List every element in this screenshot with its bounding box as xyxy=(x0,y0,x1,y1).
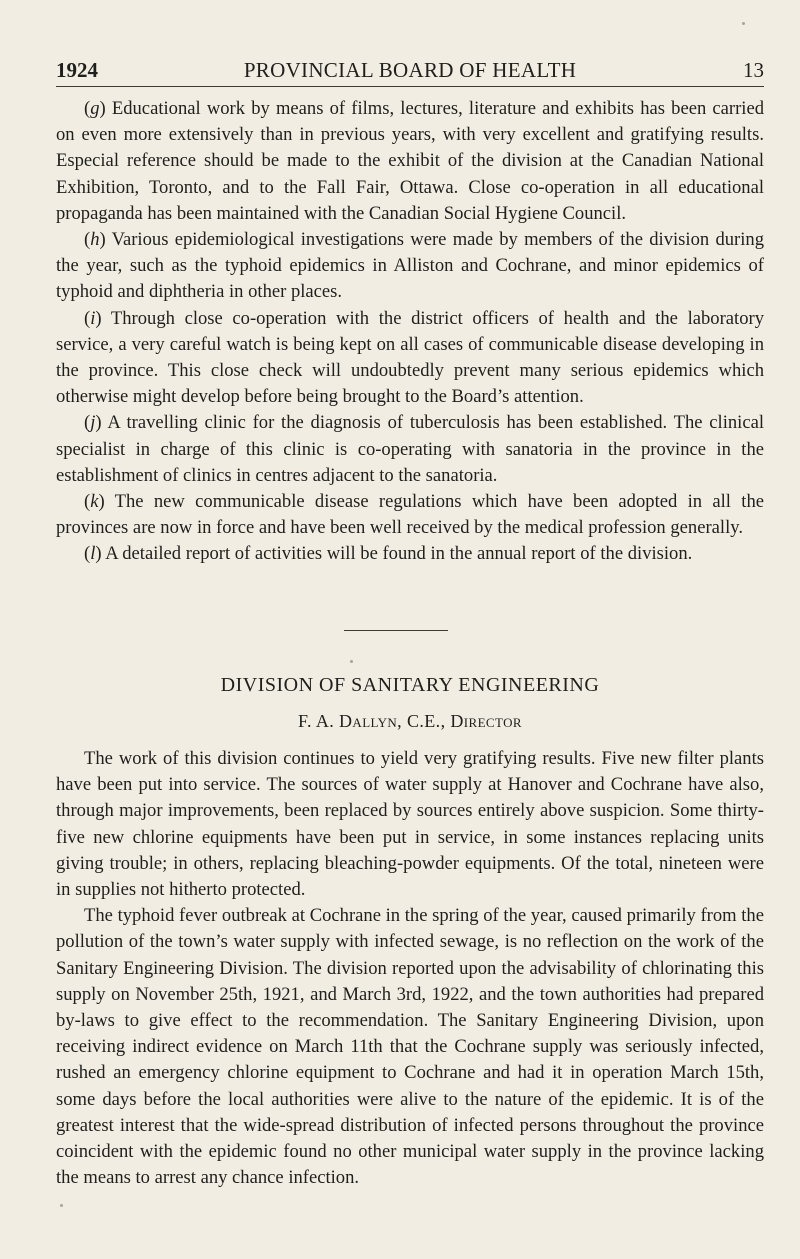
paragraph-text: Various epidemiological investigations were made by members of the division during the year, such as the typhoid epidemics in Alliston and Cochrane, and minor epidemics of typhoid and diphtheria in other places. xyxy=(56,229,764,303)
paper-speck xyxy=(60,1204,63,1207)
section-paragraph: The work of this division continues to yield very gratifying results. Five new filter plants have been put into service. The sources of water supply at Hanover and Cochrane have also, through major improvements, been replaced by sources entirely above suspicion. Some thirty-five new chlorine equipments have been put in service, in some instances replacing units giving trouble; in others, replacing bleaching-powder equipments. Of the total, nineteen were in supplies not hitherto protected. xyxy=(56,748,764,901)
paragraph-marker: j xyxy=(90,412,96,434)
paragraph-marker: i xyxy=(90,307,96,329)
section-byline xyxy=(56,708,764,734)
paragraph-text: A detailed report of activities will be found in the annual report of the division. xyxy=(105,543,693,565)
paragraph-i: (i) Through close co-operation with the district officers of health and the laboratory service, a very careful watch is being kept on all cases of communicable disease developing in the province. This close check will undoubtedly prevent many serious epidemics which otherwise might develop before being brought to the Board’s attention. xyxy=(56,307,764,408)
director-name: F. A. Dallyn, C.E., Director xyxy=(298,711,522,731)
paragraph-k: (k) The new communicable disease regulations which have been adopted in all the provinces are now in force and have been well received by the medical profession generally. xyxy=(56,491,764,539)
paper-speck xyxy=(742,22,745,25)
paragraph-text: The new communicable disease regulations which have been adopted in all the provinces are now in force and have been well received by the medical profession generally. xyxy=(56,491,764,539)
header-title: PROVINCIAL BOARD OF HEALTH xyxy=(243,58,577,82)
running-header xyxy=(56,58,764,86)
paragraph-marker: g xyxy=(90,98,100,119)
paragraph-j: (j) A travelling clinic for the diagnosis of tuberculosis has been established. The clinical specialist in charge of this clinic is co-operating with sanatoria in the province in the establishment of clinics in centres adjacent to the sanatoria. xyxy=(56,412,764,486)
paragraph-marker: h xyxy=(90,229,100,251)
page-number: 13 xyxy=(743,58,764,82)
paragraph-text: Through close co-operation with the district officers of health and the laboratory service, a very careful watch is being kept on all cases of communicable disease developing in the province. This close check will undoubtedly prevent many serious epidemics which otherwise might develop before being brought to the Board’s attention. xyxy=(56,307,764,408)
section-title: DIVISION OF SANITARY ENGINEERING xyxy=(220,674,600,696)
section-separator xyxy=(344,630,448,631)
paragraph-text: Educational work by means of films, lectures, literature and exhibits has been carried on even more extensively than in previous years, with very excellent and gratifying results. Especial reference should be made to the exhibit of the division at the Canadian National Exhibition, Toronto, and to the Fall Fair, Ottawa. Close co-operation in all educational propaganda has been maintained with the Canadian Social Hygiene Council. xyxy=(56,98,765,224)
paragraph-marker: k xyxy=(90,491,99,513)
sanitary-engineering-body xyxy=(56,746,764,1191)
paper-speck xyxy=(350,660,353,663)
paragraph-l: (l) A detailed report of activities will be found in the annual report of the division. xyxy=(84,543,693,565)
header-rule xyxy=(56,86,764,87)
paragraph-g: (g) Educational work by means of films, lectures, literature and exhibits has been carried on even more extensively than in previous years, with very excellent and gratifying results. Especial reference should be made to the exhibit of the division at the Canadian National Exhibition, Toronto, and to the Fall Fair, Ottawa. Close co-operation in all educational propaganda has been maintained with the Canadian Social Hygiene Council. xyxy=(56,98,765,224)
section-paragraph: The typhoid fever outbreak at Cochrane in the spring of the year, caused primarily from the pollution of the town’s water supply with infected sewage, is no reflection on the work of the Sanitary Engineering Division. The division reported upon the advisability of chlorinating this supply on November 25th, 1921, and March 3rd, 1922, and the town authorities had prepared by-laws to give effect to the recommendation. The Sanitary Engineering Division, upon receiving indirect evidence on March 11th that the Cochrane supply was seriously infected, rushed an emergency chlorine equipment to Cochrane and had it in operation March 15th, some days before the local authorities were alive to the nature of the epidemic. It is of the greatest interest that the wide-spread distribution of infected persons throughout the province coincident with the epidemic found no other municipal water supply in the province lacking the means to arrest any chance infection. xyxy=(56,905,764,1189)
health-division-paragraphs xyxy=(56,96,764,568)
paragraph-marker: l xyxy=(90,543,96,565)
header-year: 1924 xyxy=(56,58,98,82)
paragraph-text: A travelling clinic for the diagnosis of tuberculosis has been established. The clinical specialist in charge of this clinic is co-operating with sanatoria in the province in the establishment of clinics in centres adjacent to the sanatoria. xyxy=(56,412,764,486)
paragraph-h: (h) Various epidemiological investigations were made by members of the division during the year, such as the typhoid epidemics in Alliston and Cochrane, and minor epidemics of typhoid and diphtheria in other places. xyxy=(56,229,764,303)
